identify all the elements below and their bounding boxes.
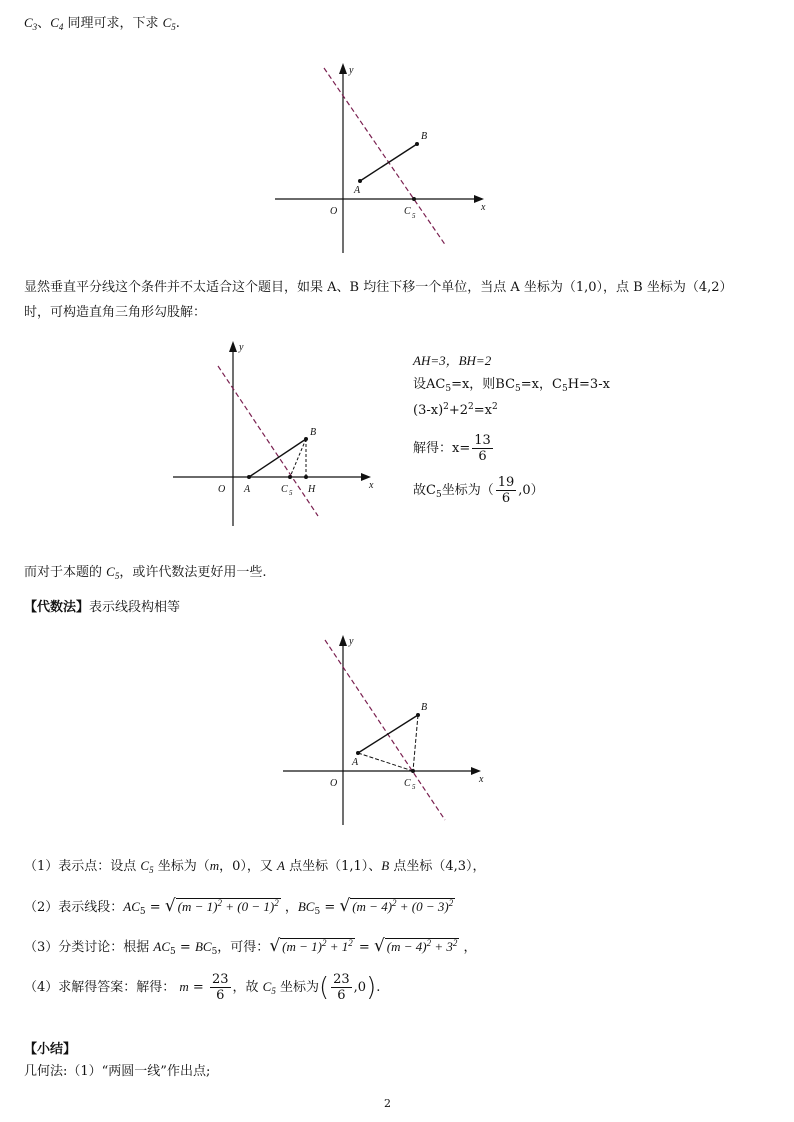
r4-den: 6 bbox=[478, 449, 487, 464]
p2-sub: 5 bbox=[114, 571, 120, 581]
s4-coord-num: 23 bbox=[333, 972, 350, 987]
section-heading bbox=[24, 596, 180, 615]
fig3-y-label: y bbox=[349, 636, 354, 647]
s4-num: 23 bbox=[211, 972, 229, 987]
r5-fraction bbox=[496, 475, 517, 506]
s1-a: A bbox=[277, 858, 285, 873]
s4-right-paren: ) bbox=[366, 972, 377, 1003]
s3-eq: = bbox=[175, 940, 195, 955]
s2-r2b: + (0 − 3) bbox=[396, 899, 449, 914]
figure-3 bbox=[278, 630, 498, 830]
fig1-x-label: x bbox=[481, 202, 486, 213]
r4-text: 解得：x= bbox=[413, 441, 471, 456]
s2-sub-2: 5 bbox=[314, 907, 321, 917]
r5-text-b: 坐标为（ bbox=[441, 483, 494, 498]
paragraph-1-line-1: 显然垂直平分线这个条件并不太适合这个题目，如果 A、B 均往下移一个单位，当点 A 坐标为（1,0），点 B 坐标为（4,2） bbox=[24, 280, 733, 295]
s2-radicand-1 bbox=[176, 898, 281, 915]
s3-p2: 2 bbox=[348, 938, 353, 948]
fig1-c-sub: 5 bbox=[412, 212, 416, 220]
r5-text-c: ,0） bbox=[518, 483, 544, 498]
s3-eq-2: = bbox=[354, 940, 374, 955]
s3-p4: 2 bbox=[452, 938, 458, 948]
c3-label: C bbox=[24, 15, 33, 30]
fig1-y-label: y bbox=[349, 65, 354, 76]
r5-num: 19 bbox=[497, 475, 515, 490]
r2-text-a: 设AC bbox=[413, 377, 446, 392]
fig1-c-label: C bbox=[404, 206, 411, 217]
s2-bc: BC bbox=[297, 899, 315, 914]
heading-rest: 表示线段构相等 bbox=[89, 600, 181, 615]
intro-text: 同理可求，下求 bbox=[63, 16, 163, 31]
r5-den: 6 bbox=[501, 491, 511, 506]
s3-radicand-2 bbox=[385, 938, 460, 955]
r3-text-a: (3-x) bbox=[413, 403, 444, 418]
s3-sqrt-1: √ bbox=[269, 936, 281, 956]
s2-p3: 2 bbox=[392, 898, 397, 908]
fig3-c-label: C bbox=[404, 778, 411, 789]
r3-pow-2: 2 bbox=[468, 402, 474, 412]
figure-2 bbox=[168, 336, 383, 531]
s2-ac: AC bbox=[123, 899, 140, 914]
s3-p1: 2 bbox=[321, 938, 327, 948]
s2-comma: ， bbox=[280, 900, 298, 915]
fig1-a-label: A bbox=[354, 185, 361, 196]
s3-r1b: + 1 bbox=[326, 939, 349, 954]
r3-text-c: =x bbox=[473, 403, 493, 418]
r2-text-d: H=3-x bbox=[567, 377, 610, 392]
s2-p1: 2 bbox=[217, 898, 222, 908]
intro-line bbox=[24, 12, 180, 31]
c4-label: C bbox=[50, 15, 59, 30]
s4-text-a: （4）求解得答案：解得： bbox=[24, 980, 180, 995]
s1-text-d: ，0），又 bbox=[219, 859, 278, 874]
s3-radicand-1 bbox=[280, 938, 355, 955]
fig2-c-sub: 5 bbox=[289, 489, 293, 497]
r2-sub-1: 5 bbox=[445, 384, 452, 394]
c4-sub: 4 bbox=[58, 22, 64, 32]
s4-coord-fraction bbox=[331, 972, 352, 1003]
s3-ac: AC bbox=[153, 939, 171, 954]
s1-c: C bbox=[140, 858, 150, 873]
s3-r2b: + 3 bbox=[431, 939, 453, 954]
fig3-c-sub: 5 bbox=[412, 783, 416, 791]
s2-radicand-2 bbox=[350, 898, 455, 915]
r3-pow-3: 2 bbox=[492, 402, 498, 412]
intro-end: . bbox=[175, 16, 180, 31]
summary-line: 几何法:（1）“两圆一线”作出点; bbox=[24, 1064, 211, 1079]
s4-end: . bbox=[376, 980, 381, 995]
r2-text-b: =x，则BC bbox=[451, 377, 516, 392]
paragraph-2 bbox=[24, 561, 266, 580]
p2-text-a: 而对于本题的 bbox=[24, 565, 107, 580]
step-1 bbox=[24, 855, 486, 874]
r3-pow-1: 2 bbox=[443, 402, 449, 412]
s4-sub: 5 bbox=[271, 986, 276, 996]
s3-sub-1: 5 bbox=[170, 947, 176, 957]
s4-tail: ,0 bbox=[353, 980, 367, 995]
s3-r2: (m − 4) bbox=[386, 939, 427, 954]
c5-sub: 5 bbox=[171, 22, 176, 32]
s2-r1b: + (0 − 1) bbox=[221, 899, 275, 914]
s1-m: m bbox=[209, 858, 220, 873]
fig3-origin-label: O bbox=[330, 778, 338, 789]
p2-c: C bbox=[106, 564, 115, 579]
s2-p4: 2 bbox=[448, 898, 454, 908]
p2-text-b: ，或许代数法更好用一些. bbox=[119, 565, 267, 580]
s2-sqrt-2: √ bbox=[339, 896, 351, 916]
r4-fraction bbox=[472, 433, 493, 464]
paragraph-1-line-2: 时，可构造直角三角形勾股解： bbox=[24, 305, 207, 320]
r3-text-b: +2 bbox=[448, 403, 469, 418]
step-4 bbox=[24, 972, 380, 1003]
s1-text-e: 点坐标（1,1）、 bbox=[284, 859, 382, 874]
fig3-a-label: A bbox=[352, 757, 359, 768]
fig2-origin-label: O bbox=[218, 484, 226, 495]
figure-1 bbox=[270, 58, 500, 258]
s2-sub-1: 5 bbox=[139, 907, 146, 917]
r2-sub-3: 5 bbox=[561, 384, 568, 394]
s3-bc: BC bbox=[194, 939, 212, 954]
s3-sub-2: 5 bbox=[211, 947, 218, 957]
fig1-origin-label: O bbox=[330, 206, 338, 217]
r2-sub-2: 5 bbox=[515, 384, 521, 394]
s1-sub: 5 bbox=[149, 865, 154, 875]
s1-text-f: 点坐标（4,3）， bbox=[389, 859, 486, 874]
s2-sqrt-1: √ bbox=[164, 896, 176, 916]
fig2-a-label: A bbox=[244, 484, 251, 495]
s4-m: m bbox=[179, 979, 189, 994]
s2-text: （2）表示线段： bbox=[24, 900, 124, 915]
s2-p2: 2 bbox=[274, 898, 279, 908]
s3-end: ， bbox=[459, 940, 477, 955]
s4-eq: = bbox=[188, 980, 208, 995]
derivation-row-3 bbox=[413, 403, 498, 418]
step-2 bbox=[24, 896, 455, 916]
fig3-b-label: B bbox=[421, 702, 428, 713]
fig2-c-label: C bbox=[281, 484, 288, 495]
fig2-b-label: B bbox=[310, 427, 317, 438]
s4-c: C bbox=[262, 979, 272, 994]
r5-text-a: 故C bbox=[413, 483, 436, 498]
fig2-y-label: y bbox=[239, 342, 244, 353]
s2-eq-1: = bbox=[145, 900, 165, 915]
fig2-h-label: H bbox=[308, 484, 316, 495]
r5-sub: 5 bbox=[435, 490, 442, 500]
fig3-x-label: x bbox=[479, 774, 484, 785]
page-number: 2 bbox=[384, 1097, 391, 1110]
fig1-b-label: B bbox=[421, 131, 428, 142]
step-3 bbox=[24, 936, 477, 956]
s4-coord-den: 6 bbox=[337, 988, 346, 1003]
s1-b: B bbox=[381, 858, 390, 873]
s2-r2: (m − 4) bbox=[352, 899, 393, 914]
s2-eq-2: = bbox=[320, 900, 340, 915]
heading-title: 【代数法】 bbox=[24, 600, 90, 615]
s3-p3: 2 bbox=[426, 938, 432, 948]
sep: 、 bbox=[37, 16, 51, 31]
derivation-row-2 bbox=[413, 373, 610, 392]
derivation-row-4 bbox=[413, 433, 495, 464]
s3-r1: (m − 1) bbox=[282, 939, 322, 954]
derivation-row-5 bbox=[413, 475, 544, 506]
s4-text-e: 坐标为 bbox=[275, 980, 319, 995]
s1-text-a: （1）表示点：设点 bbox=[24, 859, 141, 874]
derivation-row-1: AH=3，BH=2 bbox=[413, 353, 492, 368]
fig2-x-label: x bbox=[369, 480, 374, 491]
s2-r1: (m − 1) bbox=[177, 899, 218, 914]
s1-text-b: 坐标为（ bbox=[153, 859, 210, 874]
s3-text-a: （3）分类讨论：根据 bbox=[24, 940, 154, 955]
c3-sub: 3 bbox=[32, 22, 38, 32]
s3-text-b: ，可得： bbox=[217, 940, 270, 955]
s4-text-b: ，故 bbox=[232, 980, 263, 995]
s4-left-paren: ( bbox=[318, 972, 330, 1003]
s4-den: 6 bbox=[216, 988, 225, 1003]
s3-sqrt-2: √ bbox=[373, 936, 385, 956]
r4-num: 13 bbox=[474, 433, 491, 448]
s4-fraction bbox=[210, 972, 231, 1003]
summary-title: 【小结】 bbox=[24, 1042, 77, 1057]
r2-text-c: =x，C bbox=[520, 377, 562, 392]
c5-label: C bbox=[162, 15, 172, 30]
